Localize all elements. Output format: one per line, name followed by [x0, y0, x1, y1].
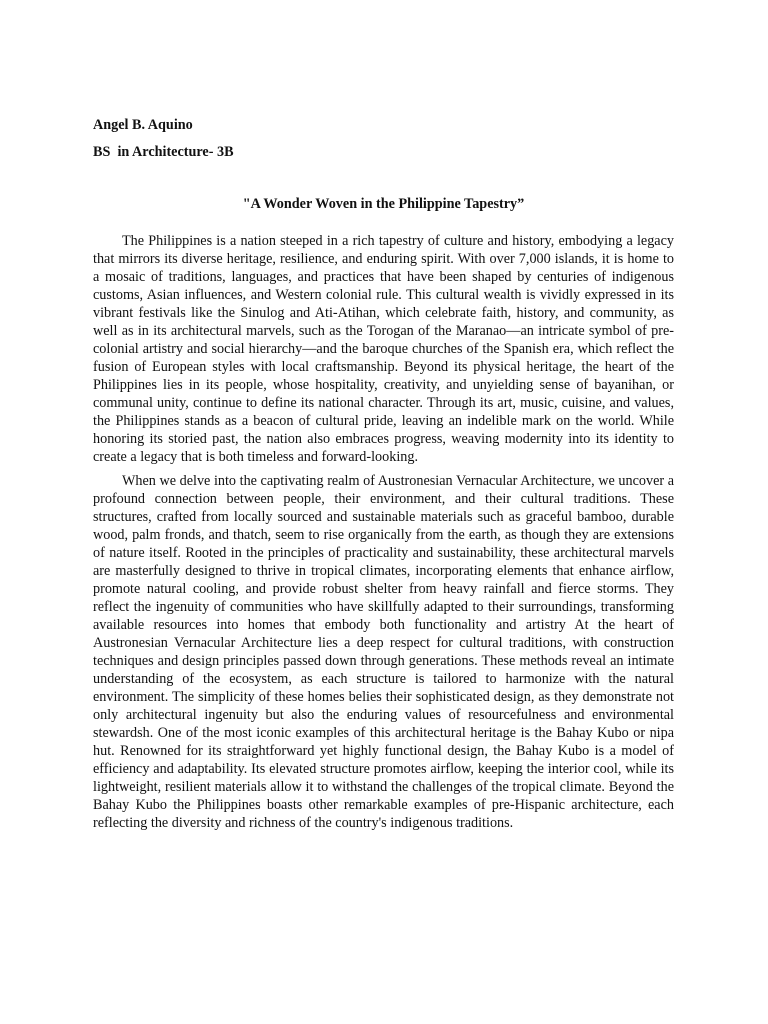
- body-paragraph-1: The Philippines is a nation steeped in a rich tapestry of culture and history, embodying a legacy that mirrors its diverse heritage, resilience, and enduring spirit. With over 7,000 islands, it is home to a mosaic of traditions, languages, and practices that have been shaped by centuries of indigenous customs, Asian influences, and Western colonial rule. This cultural wealth is vividly expressed in its vibrant festivals like the Sinulog and Ati-Atihan, which celebrate faith, history, and community, as well as in its architectural marvels, such as the Torogan of the Maranao—an intricate symbol of pre-colonial artistry and social hierarchy—and the baroque churches of the Spanish era, which reflect the fusion of European styles with local craftsmanship. Beyond its physical heritage, the heart of the Philippines lies in its people, whose hospitality, creativity, and unyielding sense of bayanihan, or communal unity, continue to define its national character. Through its art, music, cuisine, and values, the Philippines stands as a beacon of cultural pride, leaving an indelible mark on the world. While honoring its storied past, the nation also embraces progress, weaving modernity into its identity to create a legacy that is both timeless and forward-looking.: [93, 233, 674, 465]
- essay-title: "A Wonder Woven in the Philippine Tapestry”: [242, 196, 525, 212]
- body-paragraph-2: When we delve into the captivating realm of Austronesian Vernacular Architecture, we uncover a profound connection between people, their environment, and their cultural traditions. These structures, crafted from locally sourced and sustainable materials such as graceful bamboo, durable wood, palm fronds, and thatch, seem to rise organically from the earth, as though they are extensions of nature itself. Rooted in the principles of practicality and sustainability, these architectural marvels are masterfully designed to thrive in tropical climates, incorporating elements that enhance airflow, promote natural cooling, and provide robust shelter from heavy rainfall and fierce storms. They reflect the ingenuity of communities who have skillfully adapted to their surroundings, transforming available resources into homes that embody both functionality and artistry At the heart of Austronesian Vernacular Architecture lies a deep respect for cultural traditions, with construction techniques and design principles passed down through generations. These methods reveal an intimate understanding of the ecosystem, as each structure is tailored to harmonize with the natural environment. The simplicity of these homes belies their sophisticated design, as they demonstrate not only architectural ingenuity but also the enduring values of resourcefulness and environmental stewardsh. One of the most iconic examples of this architectural heritage is the Bahay Kubo or nipa hut. Renowned for its straightforward yet highly functional design, the Bahay Kubo is a model of efficiency and adaptability. Its elevated structure promotes airflow, keeping the interior cool, while its lightweight, resilient materials allow it to withstand the challenges of the tropical climate. Beyond the Bahay Kubo the Philippines boasts other remarkable examples of pre-Hispanic architecture, each reflecting the diversity and richness of the country's indigenous traditions.: [93, 473, 674, 831]
- course-section: BS in Architecture- 3B: [93, 144, 234, 160]
- author-name: Angel B. Aquino: [93, 117, 193, 133]
- document-page: [93, 116, 674, 838]
